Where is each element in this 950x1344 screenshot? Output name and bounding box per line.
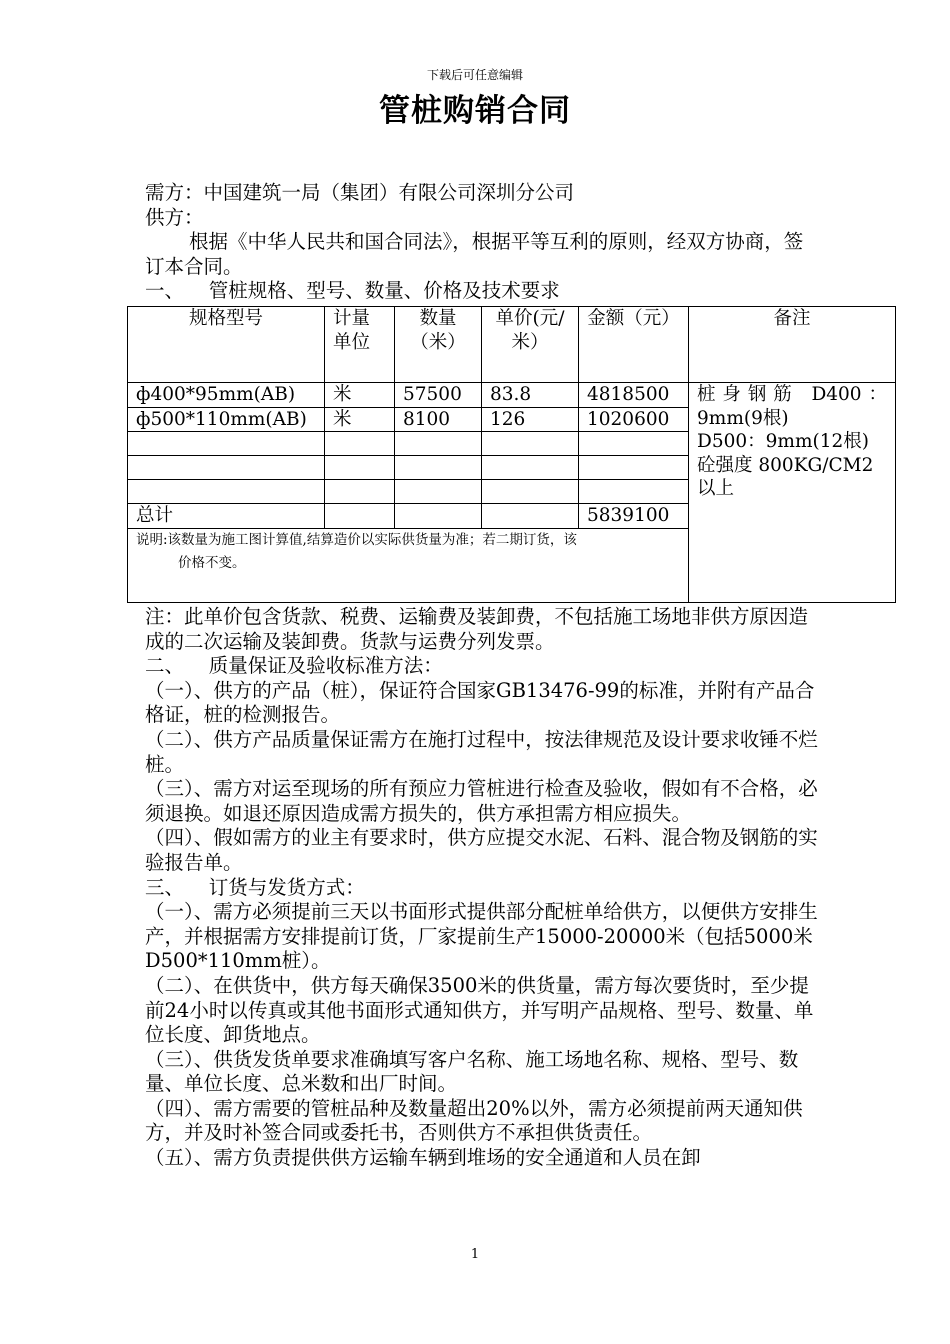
cell-amount: [579, 480, 689, 504]
note-line: 说明:该数量为施工图计算值,结算造价以实际供货量为准；若二期订货，该: [136, 531, 577, 548]
cell-price: 83.8: [482, 383, 579, 408]
cell-price: [482, 432, 579, 456]
clause-paragraph: （三）、需方对运至现场的所有预应力管桩进行检查及验收，假如有不合格，必须退换。如退还原因造成需方损失的，供方承担需方相应损失。: [145, 777, 818, 825]
cell-price: [482, 480, 579, 504]
header-amount: 金额（元）: [579, 307, 689, 383]
cell-spec: [128, 480, 325, 504]
cell-amount: [579, 456, 689, 480]
clause-paragraph: （二）、供方产品质量保证需方在施打过程中，按法律规范及设计要求收锤不烂桩。: [145, 727, 818, 776]
cell-price: 126: [482, 407, 579, 432]
cell-unit: 米: [325, 407, 395, 432]
remark-line: 桩身钢筋 D400：9mm(9根): [697, 384, 887, 429]
supplier-line: 供方：: [145, 205, 204, 229]
cell-price: [482, 456, 579, 480]
clause-paragraph: （一）、需方必须提前三天以书面形式提供部分配桩单给供方，以便供方安排生产，并根据需方安排提前订货，厂家提前生产15000-20000米（包括5000米D500*110mm桩）。: [145, 900, 818, 973]
table-header-row: [128, 307, 896, 383]
table-row: [128, 383, 896, 408]
cell-unit: [325, 432, 395, 456]
download-note: 下载后可任意编辑: [426, 68, 523, 82]
price-note: 注：此单价包含货款、税费、运输费及装卸费，不包括施工场地非供方原因造成的二次运输及装卸费。货款与运费分列发票。: [145, 605, 809, 653]
cell-amount: 4818500: [579, 383, 689, 408]
buyer-line: 需方：中国建筑一局（集团）有限公司深圳分公司: [145, 181, 575, 204]
intro-paragraph: 根据《中华人民共和国合同法》，根据平等互利的原则，经双方协商，签订本合同。: [145, 230, 804, 278]
cell-amount: 1020600: [579, 407, 689, 432]
cell-spec: ф400*95mm(AB): [128, 383, 325, 408]
clause-paragraph: （四）、假如需方的业主有要求时，供方应提交水泥、石料、混合物及钢筋的实验报告单。: [145, 826, 818, 874]
clause-paragraph: （一）、供方的产品（桩），保证符合国家GB13476-99的标准，并附有产品合格证，桩的检测报告。: [145, 678, 815, 727]
cell-qty: [395, 432, 482, 456]
remark-cell: [689, 383, 896, 603]
clause-paragraph: （四）、需方需要的管桩品种及数量超出20%以外，需方必须提前两天通知供方，并及时补签合同或委托书，否则供方不承担供货责任。: [145, 1096, 803, 1145]
spec-table: [127, 306, 896, 603]
contract-intro: [145, 181, 817, 304]
cell-qty: [395, 480, 482, 504]
header-price: 单价(元/米）: [482, 307, 579, 383]
cell-spec: [128, 432, 325, 456]
section-heading-2: 二、 质量保证及验收标准方法：: [145, 654, 443, 678]
cell-unit: 米: [325, 383, 395, 408]
note-line: 价格不变。: [178, 555, 246, 571]
total-amount: 5839100: [579, 504, 689, 529]
clause-paragraph: （三）、供货发货单要求准确填写客户名称、施工场地名称、规格、型号、数量、单位长度、总米数和出厂时间。: [145, 1047, 799, 1096]
contract-clauses: [145, 605, 825, 1171]
cell-qty: 57500: [395, 383, 482, 408]
cell-spec: [128, 456, 325, 480]
cell-amount: [579, 432, 689, 456]
clause-paragraph: （五）、需方负责提供供方运输车辆到堆场的安全通道和人员在卸: [145, 1146, 701, 1170]
clause-paragraph: （二）、在供货中，供方每天确保3500米的供货量，需方每次要货时，至少提前24小时以传真或其他书面形式通知供方，并写明产品规格、型号、数量、单位长度、卸货地点。: [145, 973, 814, 1047]
cell-qty: 8100: [395, 407, 482, 432]
header-spec: 规格型号: [128, 307, 325, 383]
remark-line: 砼强度 800KG/CM2以上: [697, 454, 874, 499]
header-qty: 数量（米）: [395, 307, 482, 383]
header-remark: 备注: [689, 307, 896, 383]
cell-qty: [395, 456, 482, 480]
section-heading-3: 三、 订货与发货方式：: [145, 875, 365, 899]
page-number: 1: [470, 1247, 480, 1262]
table-note: [128, 528, 689, 602]
total-label: 总计: [128, 504, 325, 529]
cell-spec: ф500*110mm(AB): [128, 407, 325, 432]
page-title: 管桩购销合同: [379, 93, 571, 129]
remark-line: D500：9mm(12根): [697, 431, 869, 452]
header-unit: 计量单位: [325, 307, 395, 383]
cell-unit: [325, 456, 395, 480]
section-heading-1: 一、 管桩规格、型号、数量、价格及技术要求: [145, 279, 560, 303]
cell-unit: [325, 480, 395, 504]
